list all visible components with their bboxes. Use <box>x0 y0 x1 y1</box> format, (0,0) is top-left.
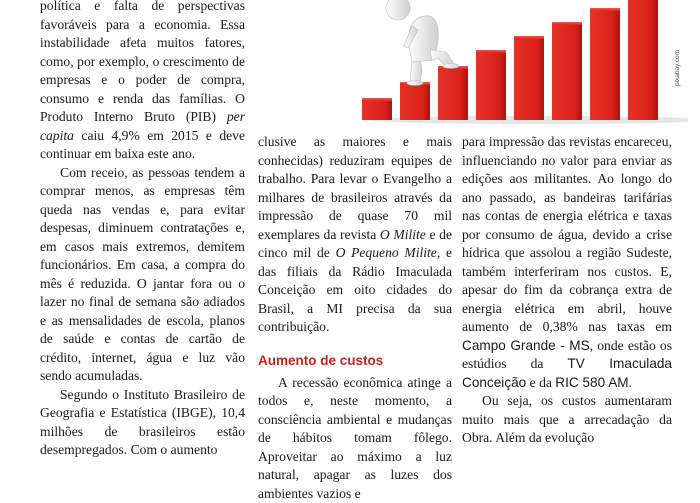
text-line: como, por exemplo, o crescimento <box>40 54 229 69</box>
bar <box>628 0 658 120</box>
text-run: , onde estão os estúdios da <box>462 338 672 372</box>
station-name: RIC 580 AM <box>555 375 628 390</box>
bar <box>514 38 544 120</box>
station-name: TV Imaculada Conceição <box>462 356 672 390</box>
bar <box>362 100 392 120</box>
stair-bars-illustration <box>338 0 688 124</box>
text-column-1 <box>40 0 245 460</box>
bar <box>552 22 582 25</box>
text-run: para impressão das revistas encareceu, influenciando no valor para enviar as edições aos militantes. Ao longo do ano passado, as bandeiras tarifárias nas contas de energia elétrica e taxas por consumo de água, devido a crise hídrica que assolou a região Sudeste, também interferiram nos custos. E, apesar do fim da cobrança extra de energia elétrica em abril, houve aumento de 0,38% nas taxas em <box>462 134 672 334</box>
text-line: de empresas e o poder de compra, <box>40 54 245 88</box>
italic-text: per <box>227 109 245 124</box>
publication-title: O Pequeno Milite <box>336 245 437 260</box>
paragraph <box>258 133 452 337</box>
bar <box>590 8 620 11</box>
image-credit: pixabay.com <box>674 50 681 86</box>
text-line: instabilidade afeta muitos fatores, <box>40 35 245 50</box>
paragraph: A recessão econômica atinge a todos e, neste momento, a consciência ambiental e mudanças de hábitos tomam fôlego. Aproveitar ao máximo a luz natural, apagar as luzes dos ambientes vazios e <box>258 374 452 503</box>
bar <box>400 84 430 120</box>
paragraph: Segundo o Instituto Brasileiro de Geografia e Estatística (IBGE), 10,4 milhões de brasileiros estão desempregados. Com o aumento <box>40 386 245 460</box>
publication-title: O Milite <box>380 227 426 242</box>
text-run: . <box>629 375 632 390</box>
text-run: e da <box>526 375 555 390</box>
text-run: clusive as maiores e mais conhecidas) reduziram equipes de trabalho. Para levar o Evangelho a milhares de brasileiros através da impressão de quase 70 mil exemplares da revista <box>258 134 452 242</box>
paragraph <box>462 133 672 392</box>
bar <box>438 68 468 120</box>
bar <box>476 50 506 53</box>
paragraph <box>40 0 245 164</box>
bar <box>552 24 582 120</box>
text-run: e de cinco mil de <box>258 227 452 261</box>
section-subheading: Aumento de custos <box>258 352 452 370</box>
bar <box>514 36 544 39</box>
bar <box>362 98 392 101</box>
text-run: caiu 4,9% em 2015 e deve <box>74 128 245 143</box>
italic-text: capita <box>40 128 74 143</box>
text-line: política e falta de perspectivas <box>40 0 245 13</box>
place-name: Campo Grande - MS <box>462 338 590 353</box>
text-run: Produto Interno Bruto (PIB) <box>40 109 227 124</box>
bar <box>590 10 620 120</box>
paragraph: Ou seja, os custos aumentaram muito mais que a arrecadação da Obra. Além da evolução <box>462 392 672 448</box>
text-column-2 <box>258 133 452 503</box>
bar <box>476 52 506 120</box>
text-column-3 <box>462 133 672 448</box>
text-run: , e das filiais da Rádio Imaculada Conceição em oito cidades do Brasil, a MI precisa da sua contribuição. <box>258 245 452 334</box>
text-line: consumo e renda das famílias. O <box>40 91 245 106</box>
text-line: continuar em baixa este ano. <box>40 146 195 161</box>
paragraph: Com receio, as pessoas tendem a comprar menos, as empresas têm queda nas vendas e, para evitar despesas, diminuem contratações e, em casos mais extremos, demitem funcionários. Em casa, a compra do mês é reduzida. O jantar fora ou o lazer no final de semana são adiados e as mensalidades de escola, planos de saúde e contas de cartão de crédito, internet, água e luz vão sendo acumuladas. <box>40 164 245 386</box>
text-line: favoráveis para a economia. Essa <box>40 17 245 32</box>
bar-group <box>362 0 658 120</box>
